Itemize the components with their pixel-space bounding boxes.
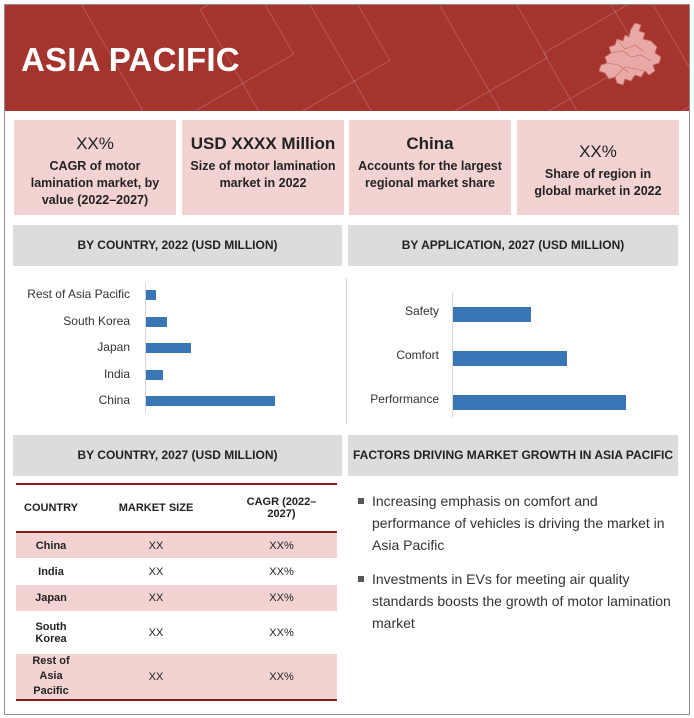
bar [453, 351, 567, 366]
section-title: BY APPLICATION, 2027 (USD MILLION) [401, 238, 625, 252]
table-cell: XX [148, 626, 164, 639]
bar [146, 343, 191, 353]
table-cell: XX% [226, 585, 337, 611]
tick-label: Japan [97, 340, 130, 354]
tick-label: Comfort [396, 348, 439, 362]
table-cell: China [16, 532, 86, 558]
kpi-caption: CAGR of motor lamination market, by value (2022–2027) [30, 159, 160, 207]
table-row [16, 654, 337, 700]
tick-label: India [103, 366, 130, 381]
region-map-icon [595, 21, 667, 97]
table-row [16, 558, 337, 585]
kpi-value: XX% [579, 142, 617, 161]
section-header-country-2027 [13, 435, 342, 476]
tick-label: Rest of Asia Pacific [27, 287, 130, 301]
section-title: FACTORS DRIVING MARKET GROWTH IN ASIA PACIFIC [353, 448, 673, 462]
table-cell: Japan [16, 585, 86, 611]
table-cell: XX [86, 654, 226, 700]
kpi-value: XX% [76, 134, 114, 153]
tick-label: China [98, 393, 130, 407]
kpi-market-size [182, 120, 344, 215]
bar [146, 317, 167, 327]
bar [453, 395, 626, 410]
section-title: BY COUNTRY, 2027 (USD MILLION) [77, 448, 278, 462]
table-cell: XX% [269, 626, 294, 639]
factors-list [358, 490, 678, 646]
kpi-caption: Accounts for the largest regional market share [358, 159, 502, 190]
table-row [16, 585, 337, 611]
table-cell: South Korea [35, 620, 67, 645]
section-header-country-2022 [13, 225, 342, 266]
divider [346, 278, 347, 424]
table-row [16, 532, 337, 558]
kpi-cagr [14, 120, 176, 215]
table-cell: XX [86, 585, 226, 611]
kpi-caption: Share of region in global market in 2022 [534, 167, 662, 198]
column-header: COUNTRY [16, 484, 86, 532]
table-row [16, 611, 337, 654]
bar [146, 370, 163, 380]
section-title: BY COUNTRY, 2022 (USD MILLION) [77, 238, 278, 252]
kpi-value: USD XXXX Million [190, 134, 336, 153]
table-cell: XX [86, 532, 226, 558]
table-cell: India [38, 565, 64, 578]
bar [146, 290, 156, 300]
kpi-caption: Size of motor lamination market in 2022 [190, 159, 336, 190]
bar [453, 307, 531, 322]
section-header-factors [348, 435, 678, 476]
kpi-largest-country [349, 120, 511, 215]
table-cell: XX% [226, 654, 337, 700]
table-cell: Rest of Asia Pacific [16, 654, 86, 700]
bar [146, 396, 275, 406]
column-header: CAGR (2022–2027) [226, 484, 337, 532]
kpi-region-share [517, 120, 679, 215]
table-header-row [16, 484, 337, 532]
list-item: Increasing emphasis on comfort and performance of vehicles is driving the market in Asia Pacific [358, 490, 678, 556]
tick-label: Performance [370, 392, 439, 406]
table-cell: XX [148, 565, 164, 578]
section-header-application-2027 [348, 225, 678, 266]
table-cell: XX% [226, 532, 337, 558]
column-header: MARKET SIZE [86, 484, 226, 532]
header-banner [5, 5, 689, 111]
list-item: Investments in EVs for meeting air quality standards boosts the growth of motor lamination market [358, 568, 678, 634]
tick-label: Safety [404, 304, 439, 318]
tick-label: South Korea [63, 313, 130, 328]
kpi-value: China [406, 134, 454, 153]
page-title: ASIA PACIFIC [21, 41, 240, 78]
table-cell: XX% [269, 565, 294, 578]
country-2027-table [16, 483, 337, 701]
